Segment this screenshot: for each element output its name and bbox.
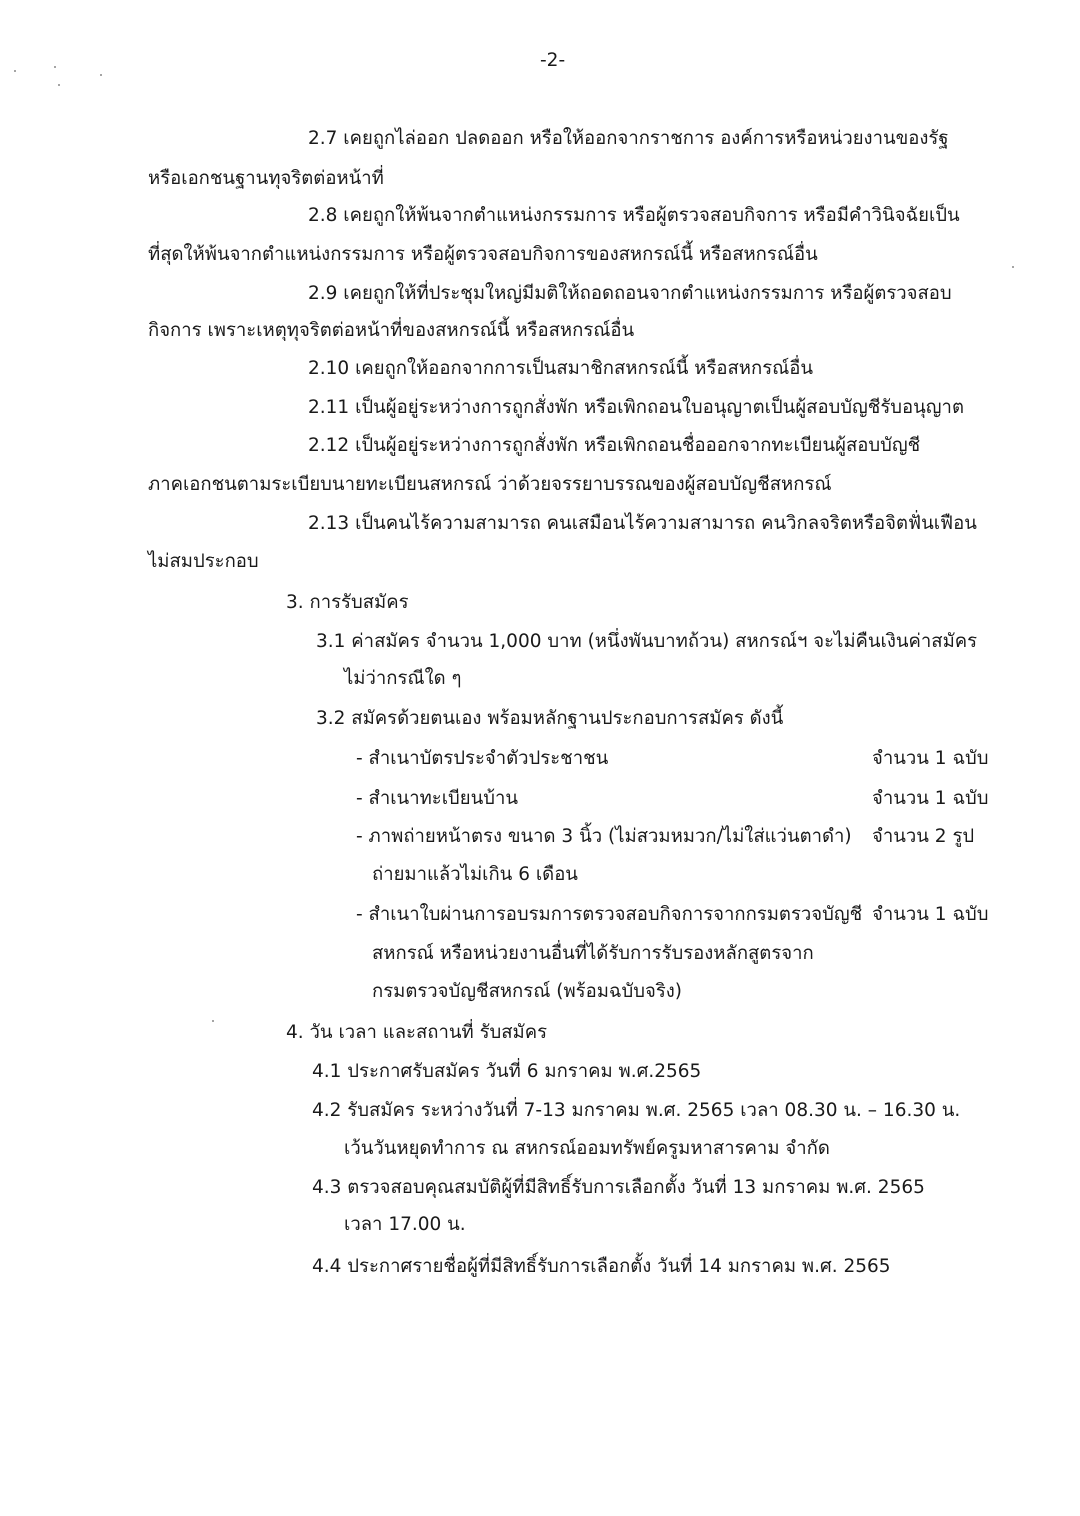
item-4-1: 4.1 ประกาศรับสมัคร วันที่ 6 มกราคม พ.ศ.2565: [312, 1061, 702, 1082]
item-3-1: 3.1 ค่าสมัคร จำนวน 1,000 บาท (หนึ่งพันบาทถ้วน) สหกรณ์ฯ จะไม่คืนเงินค่าสมัคร: [316, 631, 978, 652]
item-2-8: 2.8 เคยถูกให้พ้นจากตำแหน่งกรรมการ หรือผู้ตรวจสอบกิจการ หรือมีคำวินิจฉัยเป็น: [308, 205, 960, 226]
item-2-13: 2.13 เป็นคนไร้ความสามารถ คนเสมือนไร้ความสามารถ คนวิกลจริตหรือจิตฟั่นเฟือน: [308, 513, 977, 534]
section-3-heading: 3. การรับสมัคร: [286, 592, 409, 613]
doc-item-id-card-qty: จำนวน 1 ฉบับ: [872, 748, 989, 769]
doc-item-photo: - ภาพถ่ายหน้าตรง ขนาด 3 นิ้ว (ไม่สวมหมวก/ไม่ใส่แว่นตาดำ): [356, 826, 852, 847]
scan-speck: [54, 66, 56, 68]
item-2-7: 2.7 เคยถูกไล่ออก ปลดออก หรือให้ออกจากราชการ องค์การหรือหน่วยงานของรัฐ: [308, 128, 949, 149]
doc-item-house-reg-qty: จำนวน 1 ฉบับ: [872, 788, 989, 809]
item-2-12: 2.12 เป็นผู้อยู่ระหว่างการถูกสั่งพัก หรือเพิกถอนชื่อออกจากทะเบียนผู้สอบบัญชี: [308, 435, 921, 456]
scan-speck: [212, 1020, 214, 1022]
item-2-8-cont: ที่สุดให้พ้นจากตำแหน่งกรรมการ หรือผู้ตรวจสอบกิจการของสหกรณ์นี้ หรือสหกรณ์อื่น: [148, 244, 818, 265]
scan-speck: [1012, 266, 1014, 268]
item-2-9: 2.9 เคยถูกให้ที่ประชุมใหญ่มีมติให้ถอดถอนจากตำแหน่งกรรมการ หรือผู้ตรวจสอบ: [308, 283, 952, 304]
doc-item-photo-qty: จำนวน 2 รูป: [872, 826, 975, 847]
page-number: -2-: [540, 50, 566, 71]
item-4-3-cont: เวลา 17.00 น.: [344, 1214, 466, 1235]
item-4-2-cont: เว้นวันหยุดทำการ ณ สหกรณ์ออมทรัพย์ครูมหาสารคาม จำกัด: [344, 1138, 830, 1159]
doc-item-id-card: - สำเนาบัตรประจำตัวประชาชน: [356, 748, 609, 769]
item-2-9-cont: กิจการ เพราะเหตุทุจริตต่อหน้าที่ของสหกรณ์นี้ หรือสหกรณ์อื่น: [148, 320, 635, 341]
scan-speck: [58, 84, 60, 86]
doc-item-training-cert: - สำเนาใบผ่านการอบรมการตรวจสอบกิจการจากกรมตรวจบัญชี: [356, 904, 863, 925]
section-4-heading: 4. วัน เวลา และสถานที่ รับสมัคร: [286, 1022, 548, 1043]
doc-item-training-cert-cont: สหกรณ์ หรือหน่วยงานอื่นที่ได้รับการรับรองหลักสูตรจาก: [372, 943, 814, 964]
item-2-7-cont: หรือเอกชนฐานทุจริตต่อหน้าที่: [148, 168, 384, 189]
doc-item-training-cert-qty: จำนวน 1 ฉบับ: [872, 904, 989, 925]
doc-item-house-reg: - สำเนาทะเบียนบ้าน: [356, 788, 519, 809]
item-3-1-cont: ไม่ว่ากรณีใด ๆ: [344, 668, 462, 689]
item-2-12-cont: ภาคเอกชนตามระเบียบนายทะเบียนสหกรณ์ ว่าด้วยจรรยาบรรณของผู้สอบบัญชีสหกรณ์: [148, 474, 832, 495]
item-2-13-cont: ไม่สมประกอบ: [148, 551, 259, 572]
doc-item-photo-cont: ถ่ายมาแล้วไม่เกิน 6 เดือน: [372, 864, 578, 885]
scan-speck: [100, 74, 102, 76]
item-3-2: 3.2 สมัครด้วยตนเอง พร้อมหลักฐานประกอบการสมัคร ดังนี้: [316, 708, 784, 729]
item-4-2: 4.2 รับสมัคร ระหว่างวันที่ 7-13 มกราคม พ.ศ. 2565 เวลา 08.30 น. – 16.30 น.: [312, 1100, 961, 1121]
item-4-4: 4.4 ประกาศรายชื่อผู้ที่มีสิทธิ์รับการเลือกตั้ง วันที่ 14 มกราคม พ.ศ. 2565: [312, 1256, 891, 1277]
doc-item-training-cert-cont-2: กรมตรวจบัญชีสหกรณ์ (พร้อมฉบับจริง): [372, 981, 683, 1002]
item-2-11: 2.11 เป็นผู้อยู่ระหว่างการถูกสั่งพัก หรือเพิกถอนใบอนุญาตเป็นผู้สอบบัญชีรับอนุญาต: [308, 397, 964, 418]
item-4-3: 4.3 ตรวจสอบคุณสมบัติผู้ที่มีสิทธิ์รับการเลือกตั้ง วันที่ 13 มกราคม พ.ศ. 2565: [312, 1177, 925, 1198]
item-2-10: 2.10 เคยถูกให้ออกจากการเป็นสมาชิกสหกรณ์นี้ หรือสหกรณ์อื่น: [308, 358, 814, 379]
scan-speck: [14, 70, 16, 72]
